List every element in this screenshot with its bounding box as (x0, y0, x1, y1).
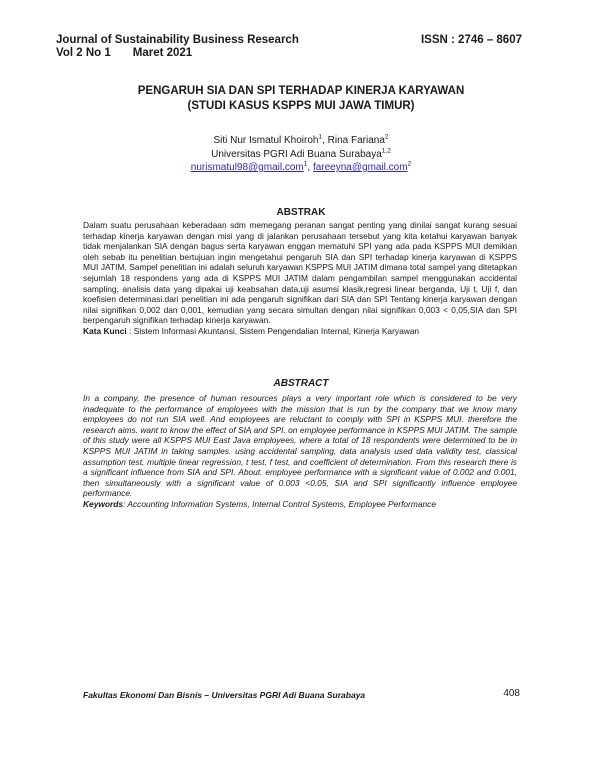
emails: nurismatul98@gmail.com$^1$, fareeyna@gmail.com$^2$ (190, 160, 412, 173)
abstrak-heading: ABSTRAK (276, 207, 326, 218)
journal-header (56, 34, 522, 60)
email-link-2[interactable]: fareeyna@gmail.com (312, 162, 408, 173)
title-line-1: PENGARUH SIA DAN SPI TERHADAP KINERJA KARYAWAN (137, 85, 465, 97)
issue-date: Maret 2021 (132, 47, 193, 59)
issn: ISSN : 2746 – 8607 (420, 34, 522, 46)
keywords: Keywords: Accounting Information Systems, Internal Control Systems, Employee Performance (83, 498, 436, 509)
volume: Vol 2 No 1 (56, 47, 111, 59)
page-footer (83, 690, 520, 701)
email-link-1[interactable]: nurismatul98@gmail.com (190, 162, 304, 173)
abstract-heading: ABSTRACT (273, 378, 329, 389)
affiliation: Universitas PGRI Adi Buana Surabaya$^{1,2}$ (211, 147, 391, 160)
page-number: 408 (503, 688, 520, 699)
journal-name: Journal of Sustainability Business Research (56, 34, 299, 46)
author-names: Siti Nur Ismatul Khoiroh$^1$, Rina Fariana$^2$ (213, 133, 389, 146)
paper-title (56, 84, 546, 114)
abstrak-body: Dalam suatu perusahaan keberadaan sdm memegang peranan sangat penting yang dinilai sangat kurang sesuai terhadap kinerja karyawan dengan misi yang di jalankan perusahaan tersebut yang kita ketahui karyawan banyak tidak menjalankan SIA dengan bagus serta karyawan enggan mematuhi SPI yang ada pada KSPPS MUI demikian oleh sebab itu penelitian bertujuan ingin mengetahui pengaruh SIA dan SPI terhadap kinerja karyawan di KSPPS MUI JATIM. Sampel penelitian ini adalah seluruh karyawan KSPPS MUI JATIM dimana total sampel yang ditetapkan sejumlah 18 respondens yang ada di KSPPS MUI JATIM dalam pengambilan sampel menggunakan accidental sampling, analisis data yang dipakai uji keabsahan data,uji asumsi klasik,regresi linear berganda, Uji t, Uji f, dan koefisien determinasi.dari penelitian ini ada pengaruh signifikan dari SIA dan SPI Tentang kinerja karyawan dengan nilai signifikan 0,002 dan 0,001, kemudian yang secara simultan dengan nilai signifikan 0,003 < 0,05,SIA dan SPI berpengaruh signifikan terhadap kinerja karyawan. Kata Kunci : Sistem Informasi Akuntansi, Sistem Pengendalian Internal, Kinerja Karyawan (83, 220, 517, 336)
title-line-2: (STUDI KASUS KSPPS MUI JAWA TIMUR) (187, 100, 415, 112)
abstract-body: In a company, the presence of human resources plays a very important role which is considered to be very inadequate to the performance of employees with the mission that is run by the company that we know many employees do not run SIA well. And employees are reluctant to comply with SPI in KSPPS MUI. therefore the research aims. want to know the effect of SIA and SPI. on employee performance in KSPPS MUI JATIM. The sample of this study were all KSPPS MUI East Java employees, where a total of 18 respondents were determined to be in KSPPS MUI JATIM in taking samples. using accidental sampling, data analysis used data validity test, classical assumption test, multiple linear regression, t test, f test, and coefficient of determination. From this research there is a significant influence from SIA and SPI. About. employee performance with a significant value of 0.002 and 0.001, then simultaneously with a significant value of 0.003 <0.05, SIA and SPI significantly influence employee performance. Keywords: Accounting Information Systems, Internal Control Systems, Employee Performance (83, 393, 517, 509)
author-block (56, 134, 546, 175)
kata-kunci: Kata Kunci : Sistem Informasi Akuntansi, Sistem Pengendalian Internal, Kinerja Karyawan (83, 325, 420, 336)
footer-text: Fakultas Ekonomi Dan Bisnis – Universitas PGRI Adi Buana Surabaya (83, 690, 366, 700)
